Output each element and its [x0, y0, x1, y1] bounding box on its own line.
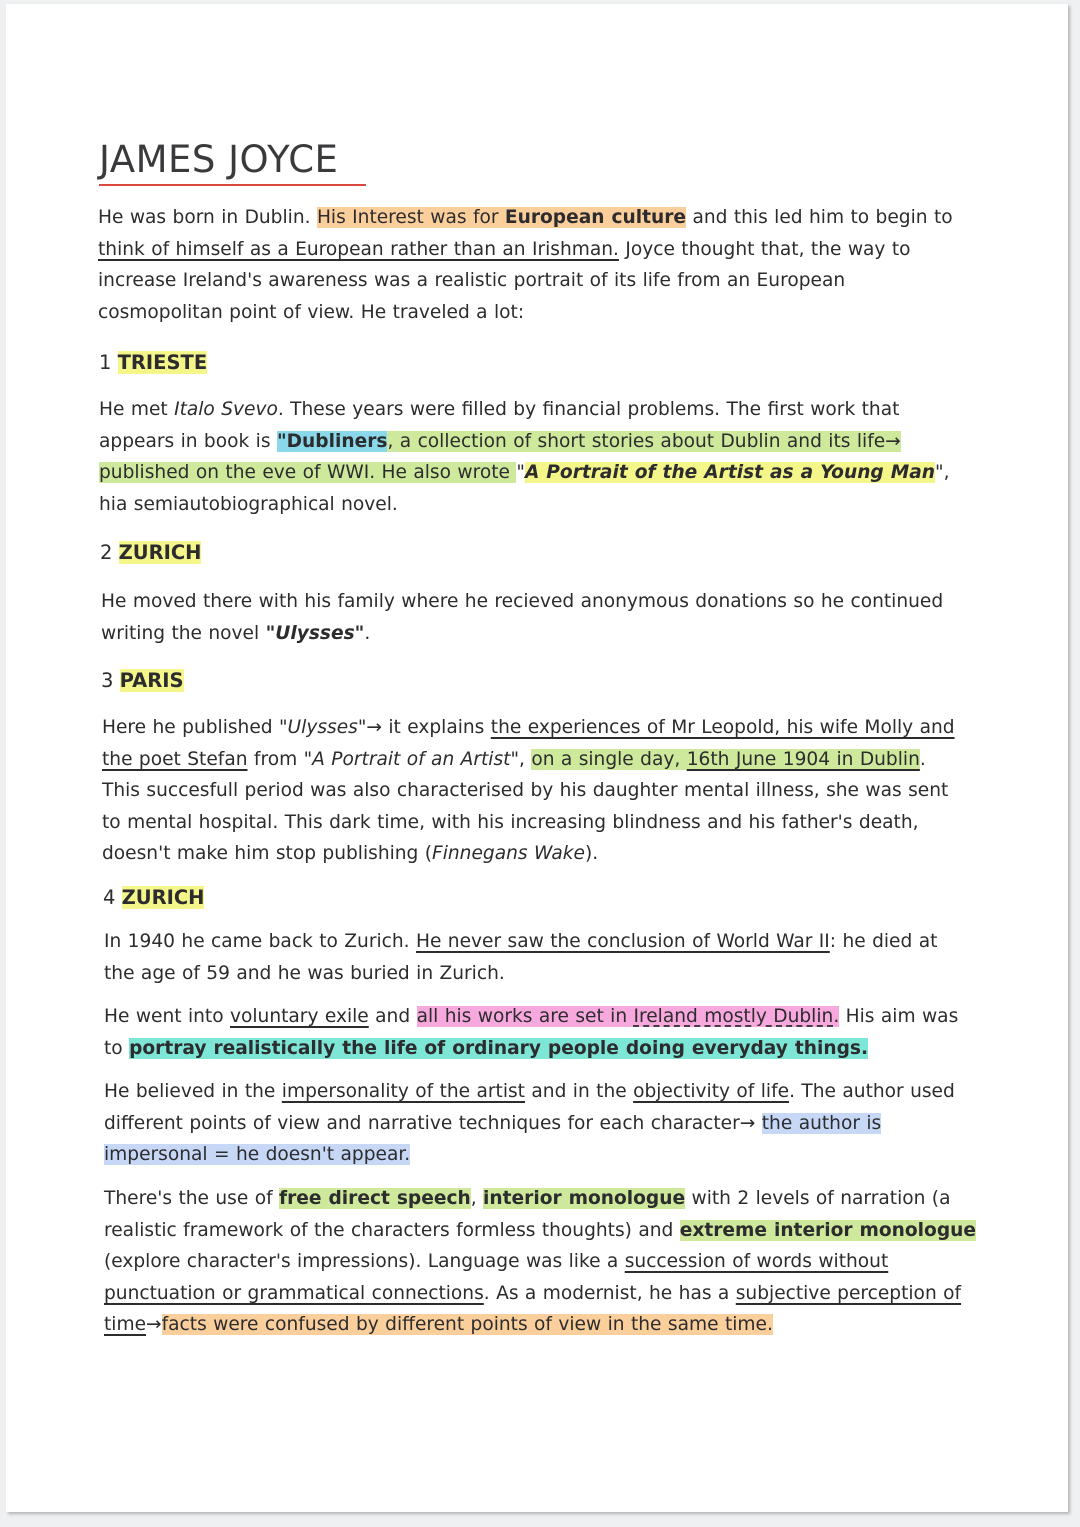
highlighted-text: . — [833, 1006, 840, 1027]
text-run: He went into — [104, 1006, 230, 1027]
text-run: He met — [99, 399, 175, 420]
section-number: 4 — [103, 886, 122, 909]
bold-italic-text: "Ulysses" — [265, 622, 365, 644]
text-run: He was born in Dublin. — [98, 207, 317, 228]
section-number: 3 — [101, 669, 120, 692]
underlined-text: impersonality of the artist — [281, 1081, 525, 1102]
italic-text: "A Portrait of an Artist" — [303, 748, 519, 770]
text-run: and — [368, 1006, 417, 1027]
text-run: Here he published — [102, 717, 279, 738]
italic-text: "Ulysses" — [279, 717, 367, 738]
underlined-text: succession of words without punctuation or grammatical connections — [104, 1251, 889, 1304]
highlighted-text: interior monologue — [483, 1188, 686, 1209]
underlined-text: think of himself as a European rather than an Irishman. — [98, 238, 619, 260]
highlighted-text: free direct speech — [279, 1188, 471, 1209]
highlighted-text: Ireland mostly Dublin — [633, 1006, 834, 1027]
text-run: and in the — [524, 1081, 634, 1102]
highlighted-text: all his works are set in — [416, 1006, 634, 1027]
text-run: His aim was to — [104, 1006, 959, 1059]
impersonality-paragraph — [104, 1076, 974, 1171]
section-name: ZURICH — [118, 541, 202, 564]
section-heading-zurich — [100, 539, 201, 567]
text-run: : he died at the age of 59 and he was buried in Zurich. — [104, 931, 938, 984]
arrow-text: → — [146, 1314, 162, 1335]
trieste-paragraph — [99, 394, 959, 520]
highlighted-text: portray realistically the life of ordinary people doing everyday things. — [129, 1037, 869, 1059]
highlighted-text: the author is impersonal = he doesn't appear. — [104, 1112, 882, 1165]
text-run: He believed in the — [104, 1081, 282, 1102]
text-run: . — [364, 622, 371, 644]
intro-paragraph — [98, 202, 958, 328]
text-run: . The author used different points of view and narrative techniques for each character→ — [104, 1081, 955, 1134]
paris-paragraph — [102, 712, 962, 870]
underlined-text: He never saw the conclusion of World War II — [415, 931, 830, 952]
section-name: PARIS — [119, 669, 184, 692]
text-run: ", hia semiautobiographical novel. — [99, 462, 950, 515]
underlined-text: voluntary exile — [230, 1006, 369, 1027]
text-run: ). — [584, 843, 599, 864]
text-run: . These years were filled by financial problems. The first work that appears in book is — [99, 399, 900, 452]
text-run: , — [470, 1188, 484, 1209]
highlighted-text: extreme interior monologue — [679, 1219, 976, 1241]
highlighted-text: , a collection of short stories about Dublin and its life→ published on the eve of WWI. He also wrote — [99, 430, 901, 483]
narration-paragraph — [104, 1183, 984, 1341]
text-run: and this led him to begin to — [686, 207, 953, 228]
text-run: (explore character's impressions). Language was like a — [104, 1251, 625, 1272]
text-run: Joyce thought that, the way to increase Ireland's awareness was a realistic portrait of its life from an European cosmopolitan point of view. He traveled a lot: — [98, 238, 911, 323]
section-name: TRIESTE — [117, 351, 208, 374]
highlighted-text: His Interest was for — [316, 207, 505, 228]
text-run: . As a modernist, he has a — [483, 1282, 736, 1304]
highlighted-text: facts were confused by different points of view in the same time. — [161, 1314, 773, 1335]
section-heading-paris — [101, 667, 184, 695]
section-heading-zurich-2 — [103, 884, 204, 912]
italic-text: Italo Svevo — [174, 399, 278, 420]
section-number: 1 — [99, 351, 118, 374]
highlighted-text: 16th June 1904 in Dublin — [686, 748, 920, 770]
text-run: He moved there with his family where he recieved anonymous donations so he continued writing the novel — [101, 591, 944, 644]
zurich-paragraph — [101, 586, 981, 649]
highlighted-text: on a single day, — [531, 748, 687, 770]
italic-text: Finnegans Wake — [432, 843, 585, 864]
text-run: from — [247, 748, 304, 770]
text-run: " — [516, 462, 525, 483]
text-run: → it explains — [366, 717, 491, 738]
highlighted-text: European culture — [504, 207, 687, 228]
section-heading-trieste — [99, 349, 207, 377]
text-run: , — [519, 748, 532, 770]
section-number: 2 — [100, 541, 119, 564]
text-run: with 2 levels of narration (a realistic framework of the characters formless thoughts) and — [104, 1188, 951, 1241]
underlined-text: subjective perception of time — [104, 1282, 962, 1335]
page-title: JAMES JOYCE — [99, 136, 366, 186]
zurich-2-paragraph — [104, 926, 964, 989]
notes-page — [6, 4, 1068, 1512]
text-run: In 1940 he came back to Zurich. — [104, 931, 416, 952]
underlined-text: the experiences of Mr Leopold, his wife Molly and the poet Stefan — [102, 717, 955, 770]
highlighted-text: "Dubliners — [276, 430, 388, 452]
highlighted-text: A Portrait of the Artist as a Young Man — [524, 462, 936, 483]
text-run: There's the use of — [104, 1188, 280, 1209]
text-run: . This succesfull period was also characterised by his daughter mental illness, she was sent to mental hospital. This dark time, with his increasing blindness and his father's death, doesn't make him stop publishing ( — [102, 748, 949, 864]
exile-paragraph — [104, 1001, 974, 1064]
section-name: ZURICH — [121, 886, 205, 909]
underlined-text: objectivity of life — [633, 1081, 790, 1102]
